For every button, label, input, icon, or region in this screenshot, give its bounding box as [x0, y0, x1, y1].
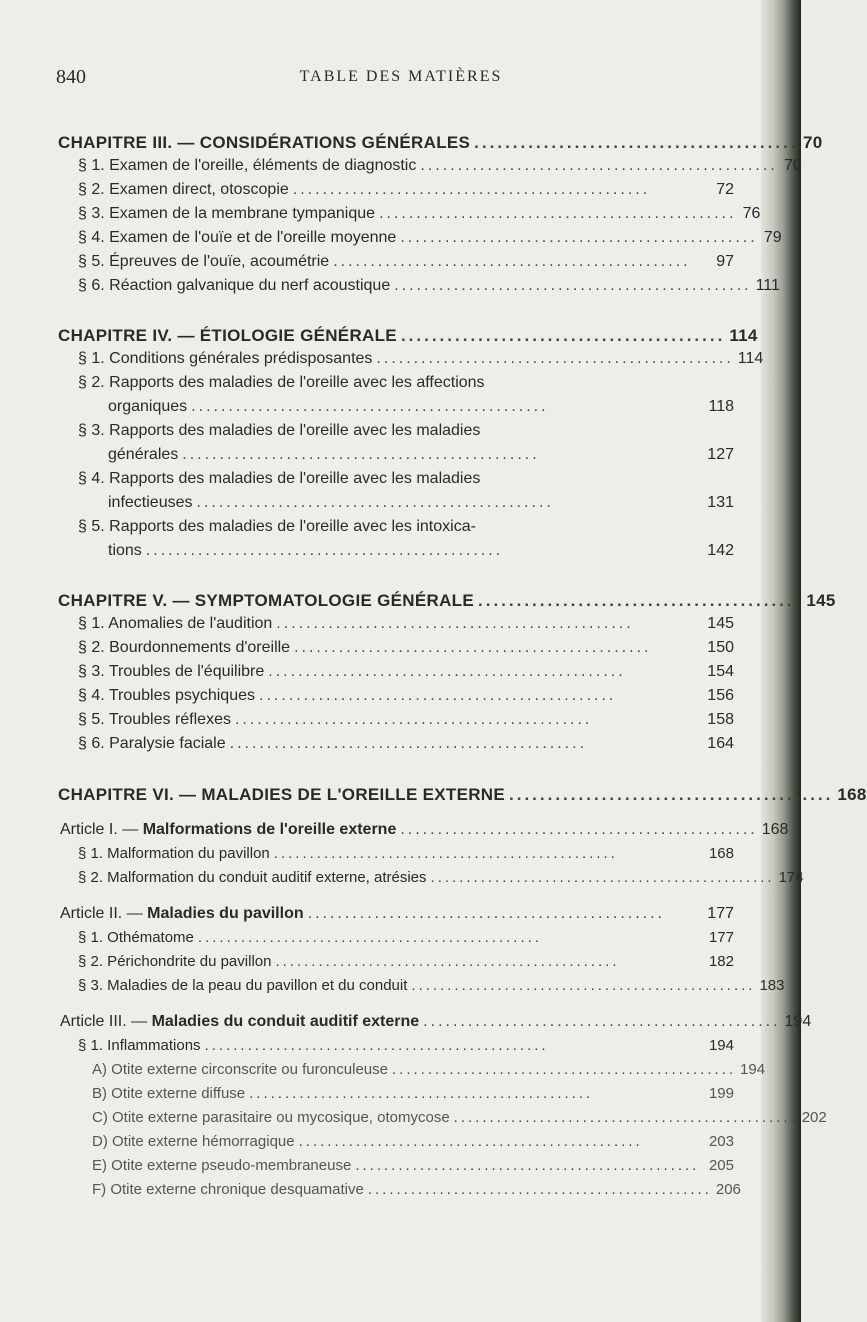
page-header — [56, 66, 746, 90]
running-title: TABLE DES MATIÈRES — [299, 68, 503, 85]
toc-entry[interactable]: § 1. Conditions générales prédisposantes ................................................ 114 — [78, 350, 764, 367]
toc-entry[interactable]: § 2. Examen direct, otoscopie ................................................ 72 — [78, 181, 734, 198]
toc-entry[interactable]: organiques ................................................ 118 — [108, 398, 734, 415]
toc-entry[interactable]: § 2. Bourdonnements d'oreille ................................................ 150 — [78, 639, 734, 656]
toc-entry[interactable]: § 3. Examen de la membrane tympanique ................................................ 76 — [78, 205, 761, 222]
chapter-heading[interactable]: CHAPITRE VI. — MALADIES DE L'OREILLE EXTERNE .......................................... 168 — [58, 785, 867, 804]
toc-entry[interactable]: D) Otite externe hémorragique ................................................ 203 — [92, 1133, 734, 1150]
toc-entry[interactable]: § 6. Paralysie faciale ................................................ 164 — [78, 735, 734, 752]
toc-entry[interactable]: § 1. Inflammations ................................................ 194 — [78, 1037, 734, 1054]
article-heading[interactable]: Article II. — Maladies du pavillon ................................................ 177 — [60, 905, 734, 922]
chapter-heading[interactable]: CHAPITRE V. — SYMPTOMATOLOGIE GÉNÉRALE .......................................... 145 — [58, 591, 836, 610]
toc-entry[interactable]: F) Otite externe chronique desquamative ................................................ 206 — [92, 1181, 741, 1198]
toc-entry-line1: § 4. Rapports des maladies de l'oreille avec les maladies — [78, 470, 481, 487]
page-number: 840 — [56, 66, 86, 88]
article-heading[interactable]: Article I. — Malformations de l'oreille externe ................................................ 168 — [60, 821, 789, 838]
toc-entry[interactable]: § 1. Malformation du pavillon ................................................ 168 — [78, 845, 734, 862]
toc-entry[interactable]: C) Otite externe parasitaire ou mycosique, otomycose ................................................ 202 — [92, 1109, 827, 1126]
toc-entry[interactable]: A) Otite externe circonscrite ou furonculeuse ................................................ 194 — [92, 1061, 766, 1078]
toc-entry[interactable]: § 2. Malformation du conduit auditif externe, atrésies ................................................ 174 — [78, 869, 804, 886]
toc-entry[interactable]: § 2. Périchondrite du pavillon ................................................ 182 — [78, 953, 734, 970]
toc-entry[interactable]: § 4. Troubles psychiques ................................................ 156 — [78, 687, 734, 704]
toc-entry-line1: § 5. Rapports des maladies de l'oreille avec les intoxica- — [78, 518, 476, 535]
toc-entry[interactable]: § 1. Examen de l'oreille, éléments de diagnostic ................................................ 70 — [78, 157, 802, 174]
chapter-heading[interactable]: CHAPITRE IV. — ÉTIOLOGIE GÉNÉRALE .......................................... 114 — [58, 326, 758, 345]
toc-entry[interactable]: § 4. Examen de l'ouïe et de l'oreille moyenne ................................................ 79 — [78, 229, 782, 246]
toc-entry[interactable]: § 3. Troubles de l'équilibre ................................................ 154 — [78, 663, 734, 680]
toc-entry-line1: § 3. Rapports des maladies de l'oreille avec les maladies — [78, 422, 481, 439]
article-heading[interactable]: Article III. — Maladies du conduit auditif externe ................................................ 194 — [60, 1013, 812, 1030]
toc-entry-line1: § 2. Rapports des maladies de l'oreille avec les affections — [78, 374, 485, 391]
chapter-heading[interactable]: CHAPITRE III. — CONSIDÉRATIONS GÉNÉRALES .......................................... 70 — [58, 133, 823, 152]
toc-entry[interactable]: B) Otite externe diffuse ................................................ 199 — [92, 1085, 734, 1102]
toc-entry[interactable]: § 1. Anomalies de l'audition ................................................ 145 — [78, 615, 734, 632]
toc-entry[interactable]: § 1. Othématome ................................................ 177 — [78, 929, 734, 946]
toc-entry[interactable]: E) Otite externe pseudo-membraneuse ................................................ 205 — [92, 1157, 734, 1174]
toc-entry[interactable]: générales ................................................ 127 — [108, 446, 734, 463]
toc-entry[interactable]: § 5. Épreuves de l'ouïe, acoumétrie ................................................ 97 — [78, 253, 734, 270]
toc-entry[interactable]: § 5. Troubles réflexes ................................................ 158 — [78, 711, 734, 728]
toc-entry[interactable]: § 6. Réaction galvanique du nerf acoustique ................................................ 111 — [78, 277, 780, 294]
toc-entry[interactable]: § 3. Maladies de la peau du pavillon et du conduit ................................................ 183 — [78, 977, 785, 994]
toc-entry[interactable]: tions ................................................ 142 — [108, 542, 734, 559]
toc-entry[interactable]: infectieuses ................................................ 131 — [108, 494, 734, 511]
